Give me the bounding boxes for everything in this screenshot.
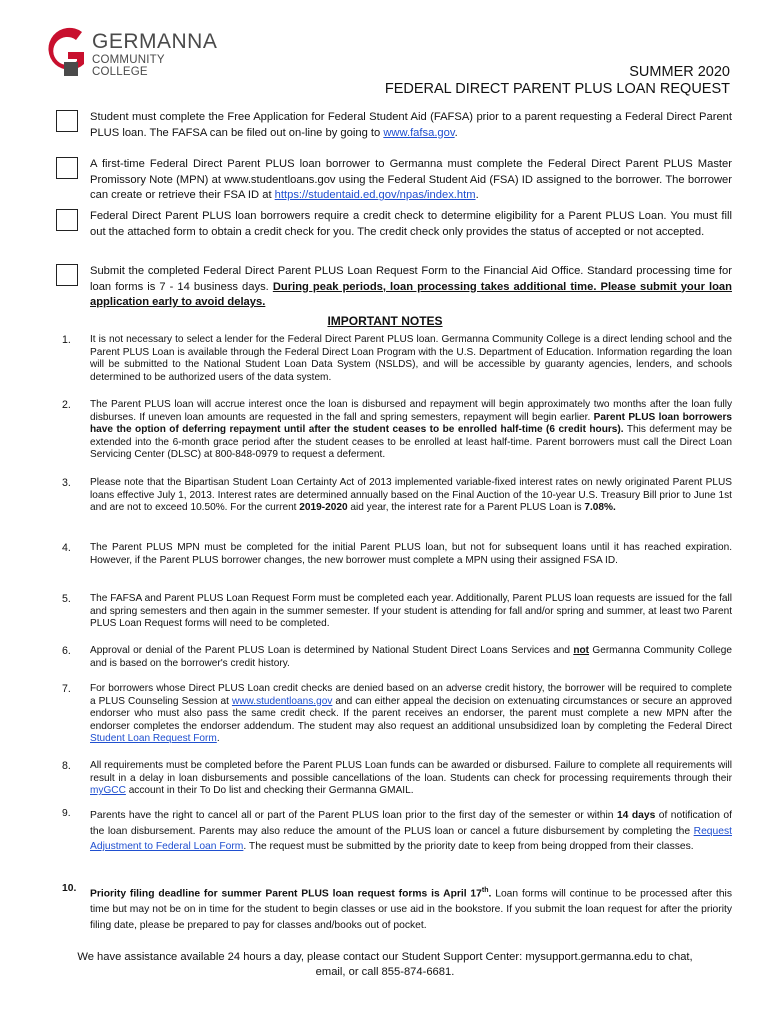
logo-subtitle: COMMUNITY COLLEGE [92,54,165,78]
mygcc-link[interactable]: myGCC [90,785,126,797]
college-logo [44,26,218,80]
checklist-text: A first-time Federal Direct Parent PLUS loan borrower to Germanna must complete the Federal Direct Parent PLUS Master Promissory Note (MPN) at www.studentloans.gov using the Federal Student Aid (FSA) ID assigned to the borrower. The borrower can create or retrieve their FSA ID at https://studentaid.ed.gov/npas/index.htm. [90,158,732,201]
logo-mark-icon [44,26,90,78]
footer-contact [0,950,770,980]
priority-deadline: Priority filing deadline for summer Parent PLUS loan request forms is April 17 [90,888,482,900]
note-text: The FAFSA and Parent PLUS Loan Request Form must be completed each year. Additionally, Parent PLUS loan requests are issued for the fall and spring semesters and then again in the summer semester. If your student is attending for fall and/or spring and summer, at least two Parent PLUS Loan Request forms will need to be completed. [90,593,732,630]
bold-text: Parent PLUS loan borrowers have the option of deferring repayment until after the student ceases to be enrolled half-time (6 credit hours). [90,411,732,436]
bold-text: 2019-2020 [299,502,348,514]
studentloans-link[interactable]: www.studentloans.gov [231,695,333,707]
checkbox[interactable] [56,209,78,231]
note-number: 1. [62,334,71,346]
footer-line: email, or call 855-874-6681. [315,966,455,978]
note-text: Parents have the right to cancel all or part of the Parent PLUS loan prior to the first day of the semester or within 14 days of notification of the loan disbursement. Parents may also reduce the amount of the PLUS loan or cancel a future disbursement by completing the Request Adjustment to Federal Loan Form. The request must be submitted by the priority date to keep from being dropped from their classes. [90,810,732,853]
checkbox[interactable] [56,110,78,132]
note-text: Approval or denial of the Parent PLUS Loan is determined by National Student Direct Loans Services and not Germanna Community College and is based on the borrower's credit history. [90,645,733,669]
note-number: 7. [62,683,71,695]
checkbox[interactable] [56,157,78,179]
note-text: The Parent PLUS loan will accrue interest once the loan is disbursed and repayment will begin approximately two months after the loan fully disburses. If uneven loan amounts are requested in the fall and spring semesters, repayment will begin earlier. Parent PLUS loan borrowers have the option of deferring repayment until after the student ceases to be enrolled half-time (6 credit hours). This deferment may be extended into the 6-month grace period after the student ceases to be enrolled at least half-time. Parent borrowers must call the Direct Loan Servicing Center (DLSC) at 800-848-0979 to request a deferment. [90,399,732,461]
footer-line: We have assistance available 24 hours a day, please contact our Student Support Center: mysupport.germanna.edu to chat, [77,951,693,963]
note-text: For borrowers whose Direct PLUS Loan credit checks are denied based on an adverse credit history, the borrower will be required to complete a PLUS Counseling Session at www.studentloans.gov and can either appeal the decision on extenuating circumstances or secure an approved endorser who must also pass the same credit check. If the parent receives an endorser, the parent must complete a new MPN after the endorser completes the endorser addendum. The student may also request an additional unsubsidized loan by completing the Federal Direct Student Loan Request Form. [90,683,732,745]
note-number: 3. [62,477,71,489]
note-number: 10. [62,883,77,894]
interest-rate: 7.08%. [584,502,616,514]
checklist-text: Submit the completed Federal Direct Parent PLUS Loan Request Form to the Financial Aid Office. Standard processing time for loan forms is 7 - 14 business days. During peak periods, loan processing takes additional time. Please submit your loan application early to avoid delays. [90,265,732,308]
document-header [385,64,730,98]
note-text: The Parent PLUS MPN must be completed for the initial Parent PLUS loan, but not for subsequent loans until it has reached expiration. However, if the Parent PLUS borrower changes, the new borrower must complete a MPN using their assigned FSA ID. [90,542,732,566]
note-number: 2. [62,399,71,411]
checklist-text: Student must complete the Free Application for Federal Student Aid (FAFSA) prior to a parent requesting a Federal Direct Parent PLUS loan. The FAFSA can be filed out on-line by going to www.fafsa.gov. [90,111,732,139]
note-text: Please note that the Bipartisan Student Loan Certainty Act of 2013 implemented variable-fixed interest rates on newly originated Parent PLUS loans effective July 1, 2013. Interest rates are determined annually based on the Final Auction of the 10-year U.S. Treasury Bill prior to June 1st and are not to exceed 10.50%. For the current 2019-2020 aid year, the interest rate for a Parent PLUS Loan is 7.08%. [90,477,732,514]
student-loan-request-form-link[interactable]: Student Loan Request Form [90,733,217,745]
note-number: 4. [62,542,71,554]
note-number: 5. [62,593,71,605]
note-number: 9. [62,808,71,819]
bold-text: 14 days [616,810,656,821]
document-title: FEDERAL DIRECT PARENT PLUS LOAN REQUEST [384,81,730,97]
note-text: All requirements must be completed before the Parent PLUS Loan funds can be awarded or disbursed. Failure to complete all requirements will result in a delay in loan disbursements and possible cancellations of the loan. Students can check for processing requirements through their myGCC account in their To Do list and checking their Germanna GMAIL. [90,760,732,797]
term-label: SUMMER 2020 [629,64,730,80]
note-text: Priority filing deadline for summer Parent PLUS loan request forms is April 17th. Loan forms will continue to be processed after this time but may not be on in time for the student to begin classes or use aid in the bookstore. If you submit the loan request for after the priority filing date, please be prepared to pay for classes and/books out of pocket. [90,887,732,931]
request-adjustment-form-link[interactable]: Request Adjustment to Federal Loan Form [90,825,732,853]
checkbox[interactable] [56,264,78,286]
emphasis-text: During peak periods, loan processing takes additional time. Please submit your loan application early to avoid delays. [90,280,732,308]
bold-text: not [573,645,590,656]
logo-name: GERMANNA [92,30,218,53]
fafsa-link[interactable]: www.fafsa.gov [383,126,455,139]
fsa-id-link[interactable]: https://studentaid.ed.gov/npas/index.htm [274,189,476,201]
note-number: 6. [62,645,71,657]
checklist-text: Federal Direct Parent PLUS loan borrowers require a credit check to determine eligibility for a Parent PLUS Loan. You must fill out the attached form to obtain a credit check for you. The credit check only provides the status of accepted or not accepted. [90,210,732,238]
notes-title: IMPORTANT NOTES [327,314,443,328]
ordinal-suffix: th [481,887,489,894]
note-number: 8. [62,760,71,772]
note-text: It is not necessary to select a lender for the Federal Direct Parent PLUS loan. Germanna Community College is a direct lending school and the Parent PLUS Loan is available through the Federal Direct Loan Program with the U.S. Department of Education. Information regarding the loan will be submitted to the National Student Loan Data System (NSLDS), and will be accessible by guaranty agencies, lenders, and schools determined to be authorized users of the data system. [90,334,732,383]
